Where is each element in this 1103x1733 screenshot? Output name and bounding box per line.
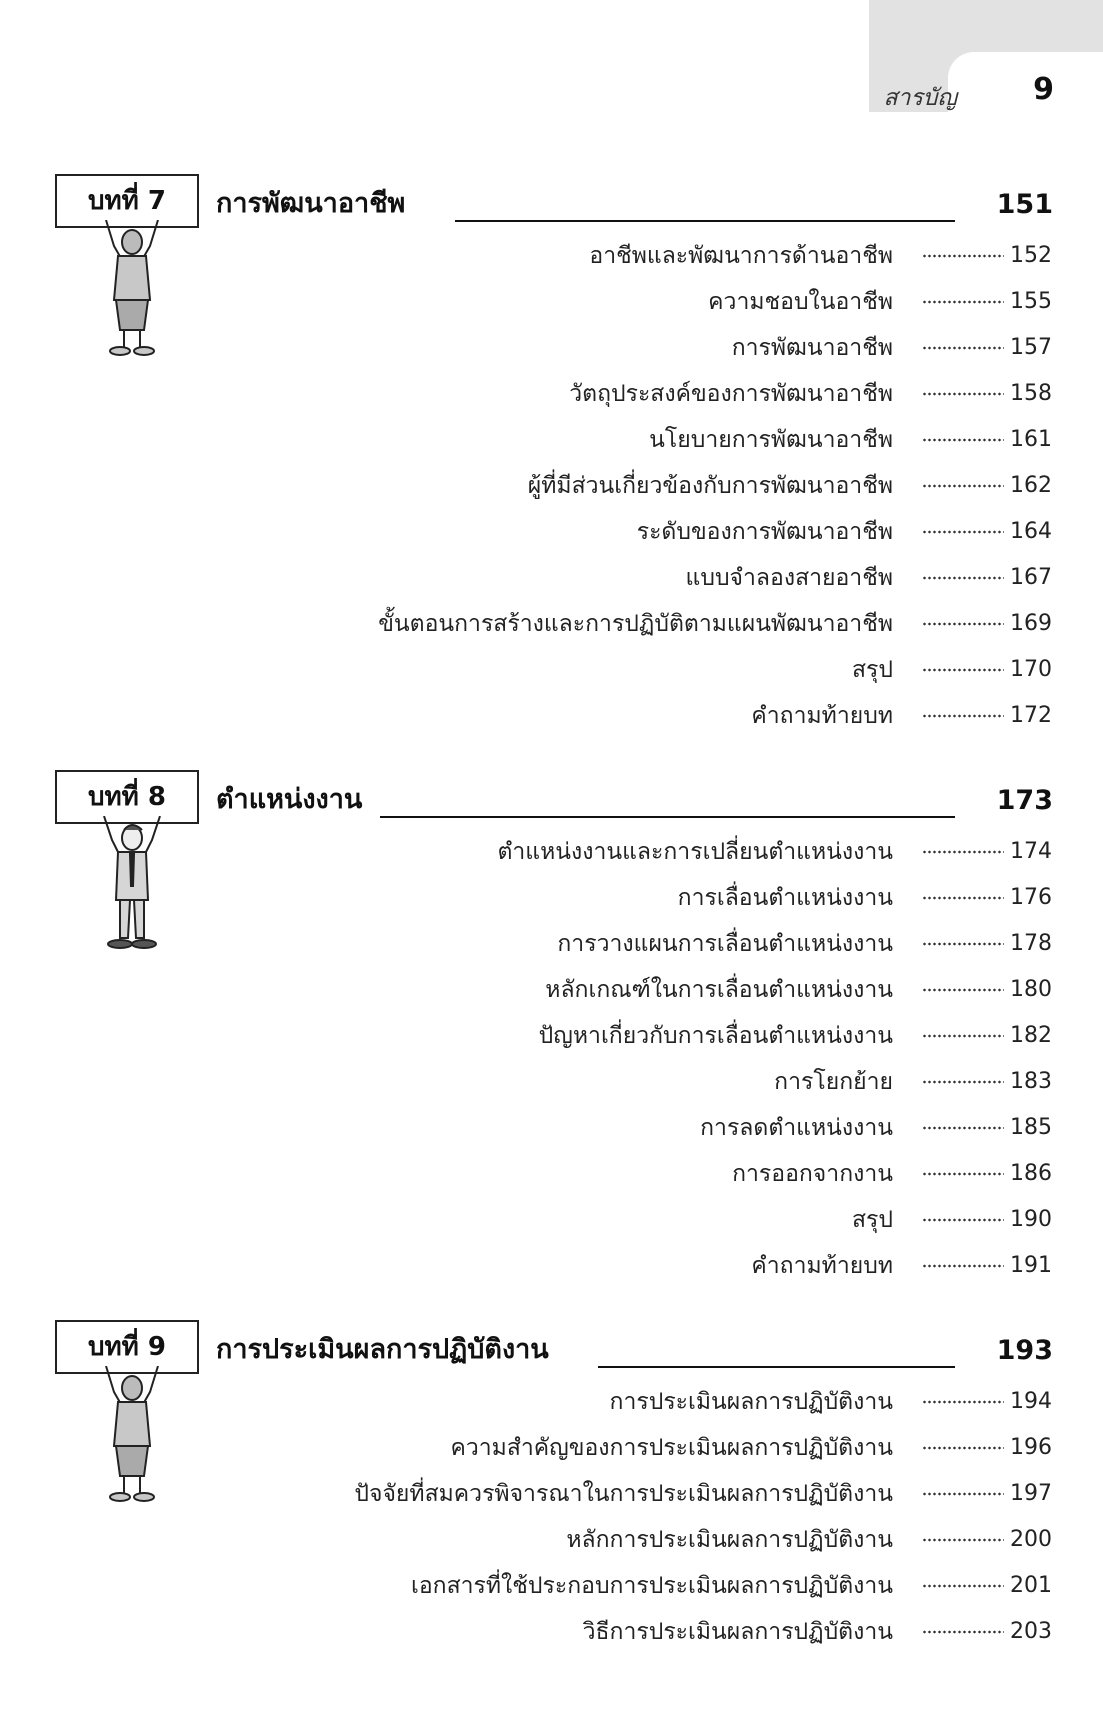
entry-title: การออกจากงาน <box>732 1161 893 1187</box>
toc-entry[interactable] <box>0 1612 1103 1652</box>
toc-entry[interactable] <box>0 1474 1103 1514</box>
toc-entry[interactable] <box>0 878 1103 918</box>
chapter-title: การประเมินผลการปฏิบัติงาน <box>216 1330 563 1370</box>
dot-leader <box>922 484 1004 488</box>
dot-leader <box>922 1630 1004 1634</box>
entry-page: 185 <box>1010 1115 1052 1140</box>
dot-leader <box>922 668 1004 672</box>
dot-leader <box>922 1446 1004 1450</box>
entry-title: ความสำคัญของการประเมินผลการปฏิบัติงาน <box>450 1435 893 1461</box>
entry-title: ขั้นตอนการสร้างและการปฏิบัติตามแผนพัฒนาอาชีพ <box>378 611 893 637</box>
entry-title: การพัฒนาอาชีพ <box>731 335 893 361</box>
toc-entry[interactable] <box>0 374 1103 414</box>
entry-title: ปัจจัยที่สมควรพิจารณาในการประเมินผลการปฏิบัติงาน <box>354 1481 893 1507</box>
entry-title: เอกสารที่ใช้ประกอบการประเมินผลการปฏิบัติงาน <box>410 1573 893 1599</box>
dot-leader <box>922 1080 1004 1084</box>
entry-page: 162 <box>1010 473 1052 498</box>
entry-page: 158 <box>1010 381 1052 406</box>
entry-title: คำถามท้ายบท <box>751 1253 893 1279</box>
toc-entry[interactable] <box>0 970 1103 1010</box>
dot-leader <box>922 576 1004 580</box>
entry-page: 201 <box>1010 1573 1052 1598</box>
toc-entry[interactable] <box>0 1062 1103 1102</box>
toc-entry[interactable] <box>0 558 1103 598</box>
entry-title: สรุป <box>852 657 893 683</box>
entry-page: 172 <box>1010 703 1052 728</box>
toc-entry[interactable] <box>0 512 1103 552</box>
toc-entry[interactable] <box>0 604 1103 644</box>
entry-title: การวางแผนการเลื่อนตำแหน่งงาน <box>557 931 893 957</box>
dot-leader <box>922 1218 1004 1222</box>
entry-page: 174 <box>1010 839 1052 864</box>
entry-page: 157 <box>1010 335 1052 360</box>
toc-entry[interactable] <box>0 282 1103 322</box>
entry-title: คำถามท้ายบท <box>751 703 893 729</box>
toc-entry[interactable] <box>0 466 1103 506</box>
entry-title: ตำแหน่งงานและการเปลี่ยนตำแหน่งงาน <box>497 839 893 865</box>
toc-entry[interactable] <box>0 328 1103 368</box>
dot-leader <box>922 622 1004 626</box>
dot-leader <box>922 1126 1004 1130</box>
entry-page: 152 <box>1010 243 1052 268</box>
entry-page: 167 <box>1010 565 1052 590</box>
entry-title: วัตถุประสงค์ของการพัฒนาอาชีพ <box>569 381 893 407</box>
entry-title: แบบจำลองสายอาชีพ <box>685 565 893 591</box>
chapter-page: 193 <box>996 1335 1053 1366</box>
entry-title: อาชีพและพัฒนาการด้านอาชีพ <box>589 243 893 269</box>
toc-entry[interactable] <box>0 1200 1103 1240</box>
dot-leader <box>922 392 1004 396</box>
entry-page: 197 <box>1010 1481 1052 1506</box>
entry-title: นโยบายการพัฒนาอาชีพ <box>649 427 893 453</box>
entry-page: 186 <box>1010 1161 1052 1186</box>
dot-leader <box>922 988 1004 992</box>
entry-title: การเลื่อนตำแหน่งงาน <box>677 885 893 911</box>
toc-entry[interactable] <box>0 832 1103 872</box>
toc-entry[interactable] <box>0 1108 1103 1148</box>
chapter-title: การพัฒนาอาชีพ <box>216 184 419 224</box>
toc-entry[interactable] <box>0 1016 1103 1056</box>
dot-leader <box>922 254 1004 258</box>
entry-title: ความชอบในอาชีพ <box>708 289 893 315</box>
entry-title: วิธีการประเมินผลการปฏิบัติงาน <box>582 1619 893 1645</box>
entry-page: 200 <box>1010 1527 1052 1552</box>
dot-leader <box>922 1172 1004 1176</box>
entry-page: 196 <box>1010 1435 1052 1460</box>
dot-leader <box>922 942 1004 946</box>
entry-title: การประเมินผลการปฏิบัติงาน <box>609 1389 893 1415</box>
entry-page: 191 <box>1010 1253 1052 1278</box>
toc-entry[interactable] <box>0 650 1103 690</box>
entry-page: 161 <box>1010 427 1052 452</box>
entry-page: 155 <box>1010 289 1052 314</box>
dot-leader <box>922 300 1004 304</box>
toc-entry[interactable] <box>0 1382 1103 1422</box>
chapter-label: บทที่ 9 <box>55 1320 199 1374</box>
dot-leader <box>922 438 1004 442</box>
entry-title: การโยกย้าย <box>774 1069 893 1095</box>
dot-leader <box>922 1400 1004 1404</box>
entry-page: 183 <box>1010 1069 1052 1094</box>
dot-leader <box>922 850 1004 854</box>
chapter-title: ตำแหน่งงาน <box>216 780 376 820</box>
dot-leader <box>922 530 1004 534</box>
dot-leader <box>922 1538 1004 1542</box>
dot-leader <box>922 1264 1004 1268</box>
entry-title: สรุป <box>852 1207 893 1233</box>
chapter-label: บทที่ 8 <box>55 770 199 824</box>
entry-page: 203 <box>1010 1619 1052 1644</box>
entry-page: 169 <box>1010 611 1052 636</box>
dot-leader <box>922 1492 1004 1496</box>
entry-title: การลดตำแหน่งงาน <box>700 1115 893 1141</box>
entry-title: ระดับของการพัฒนาอาชีพ <box>636 519 893 545</box>
entry-page: 190 <box>1010 1207 1052 1232</box>
running-header-label: สารบัญ <box>883 85 957 111</box>
entry-title: หลักเกณฑ์ในการเลื่อนตำแหน่งงาน <box>545 977 893 1003</box>
toc-entry[interactable] <box>0 924 1103 964</box>
entry-page: 180 <box>1010 977 1052 1002</box>
toc-entry[interactable] <box>0 236 1103 276</box>
toc-entry[interactable] <box>0 1428 1103 1468</box>
dot-leader <box>922 346 1004 350</box>
header-tab-cutout <box>948 52 1103 122</box>
entry-title: ผู้ที่มีส่วนเกี่ยวข้องกับการพัฒนาอาชีพ <box>527 473 893 499</box>
dot-leader <box>922 714 1004 718</box>
chapter-rule <box>380 816 955 818</box>
entry-title: หลักการประเมินผลการปฏิบัติงาน <box>566 1527 893 1553</box>
dot-leader <box>922 1034 1004 1038</box>
toc-entry[interactable] <box>0 696 1103 736</box>
chapter-label: บทที่ 7 <box>55 174 199 228</box>
entry-title: ปัญหาเกี่ยวกับการเลื่อนตำแหน่งงาน <box>538 1023 893 1049</box>
entry-page: 182 <box>1010 1023 1052 1048</box>
entry-page: 164 <box>1010 519 1052 544</box>
toc-entry[interactable] <box>0 1566 1103 1606</box>
toc-entry[interactable] <box>0 1154 1103 1194</box>
entry-page: 178 <box>1010 931 1052 956</box>
toc-entry[interactable] <box>0 1246 1103 1286</box>
entry-page: 176 <box>1010 885 1052 910</box>
dot-leader <box>922 896 1004 900</box>
page-number: 9 <box>1033 72 1054 107</box>
toc-entry[interactable] <box>0 420 1103 460</box>
entry-page: 194 <box>1010 1389 1052 1414</box>
chapter-rule <box>455 220 955 222</box>
chapter-page: 151 <box>996 189 1053 220</box>
toc-entry[interactable] <box>0 1520 1103 1560</box>
entry-page: 170 <box>1010 657 1052 682</box>
chapter-page: 173 <box>996 785 1053 816</box>
dot-leader <box>922 1584 1004 1588</box>
chapter-rule <box>598 1366 955 1368</box>
